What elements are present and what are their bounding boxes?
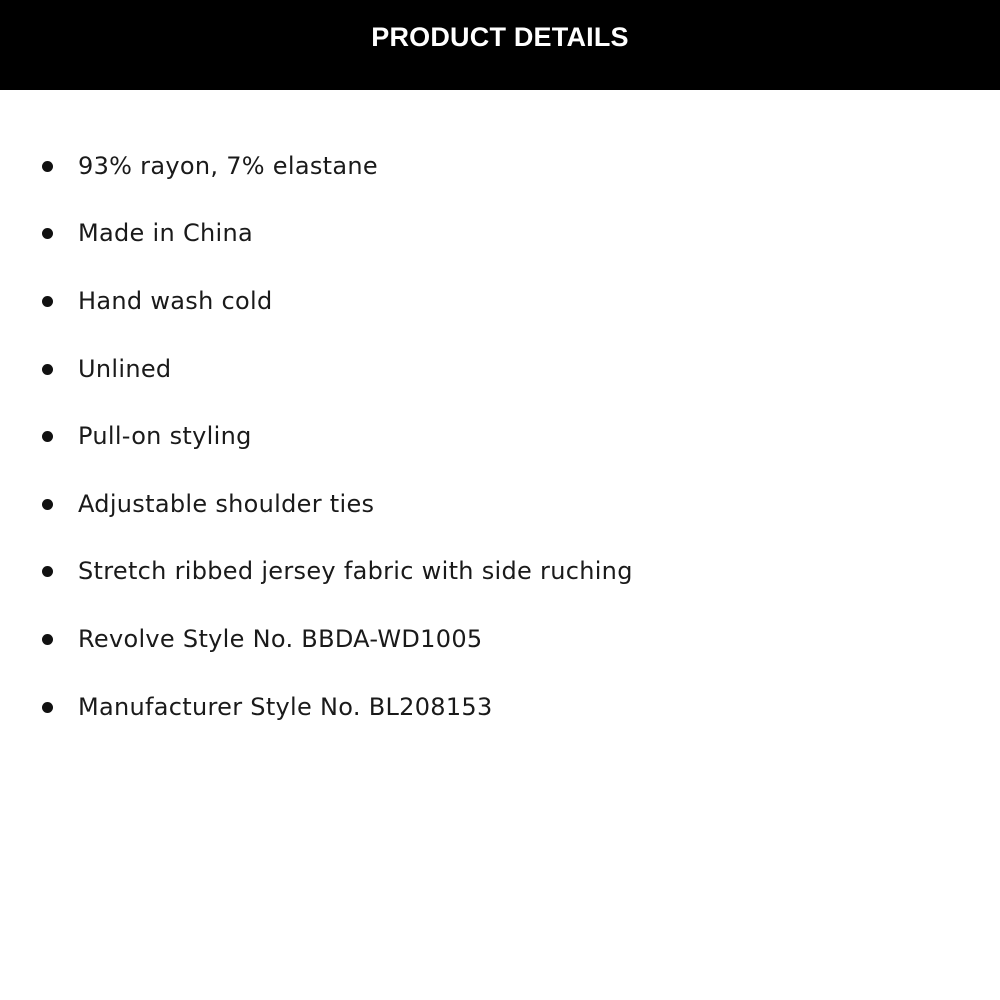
detail-text: Revolve Style No. BBDA-WD1005: [78, 624, 483, 653]
bullet-dot-icon: [42, 296, 53, 307]
list-item: [0, 402, 1000, 470]
detail-text: Hand wash cold: [78, 286, 273, 315]
detail-text: Adjustable shoulder ties: [78, 489, 375, 518]
product-details-header: [0, 0, 1000, 90]
detail-text: Stretch ribbed jersey fabric with side ruching: [78, 557, 633, 586]
detail-text: 93% rayon, 7% elastane: [78, 151, 378, 180]
bullet-dot-icon: [42, 161, 53, 172]
detail-text: Pull-on styling: [78, 422, 252, 451]
list-item: [0, 470, 1000, 538]
bullet-dot-icon: [42, 364, 53, 375]
list-item: [0, 200, 1000, 268]
bullet-dot-icon: [42, 566, 53, 577]
list-item: [0, 605, 1000, 673]
bullet-dot-icon: [42, 431, 53, 442]
list-item: [0, 538, 1000, 606]
bullet-dot-icon: [42, 634, 53, 645]
list-item: [0, 673, 1000, 741]
bullet-dot-icon: [42, 228, 53, 239]
detail-text: Made in China: [78, 219, 254, 248]
list-item: [0, 335, 1000, 403]
list-item: [0, 132, 1000, 200]
bullet-dot-icon: [42, 499, 53, 510]
detail-text: Unlined: [78, 354, 172, 383]
product-details-list: [0, 132, 1000, 740]
detail-text: Manufacturer Style No. BL208153: [78, 692, 493, 721]
bullet-dot-icon: [42, 702, 53, 713]
list-item: [0, 267, 1000, 335]
page-title: PRODUCT DETAILS: [371, 22, 629, 52]
